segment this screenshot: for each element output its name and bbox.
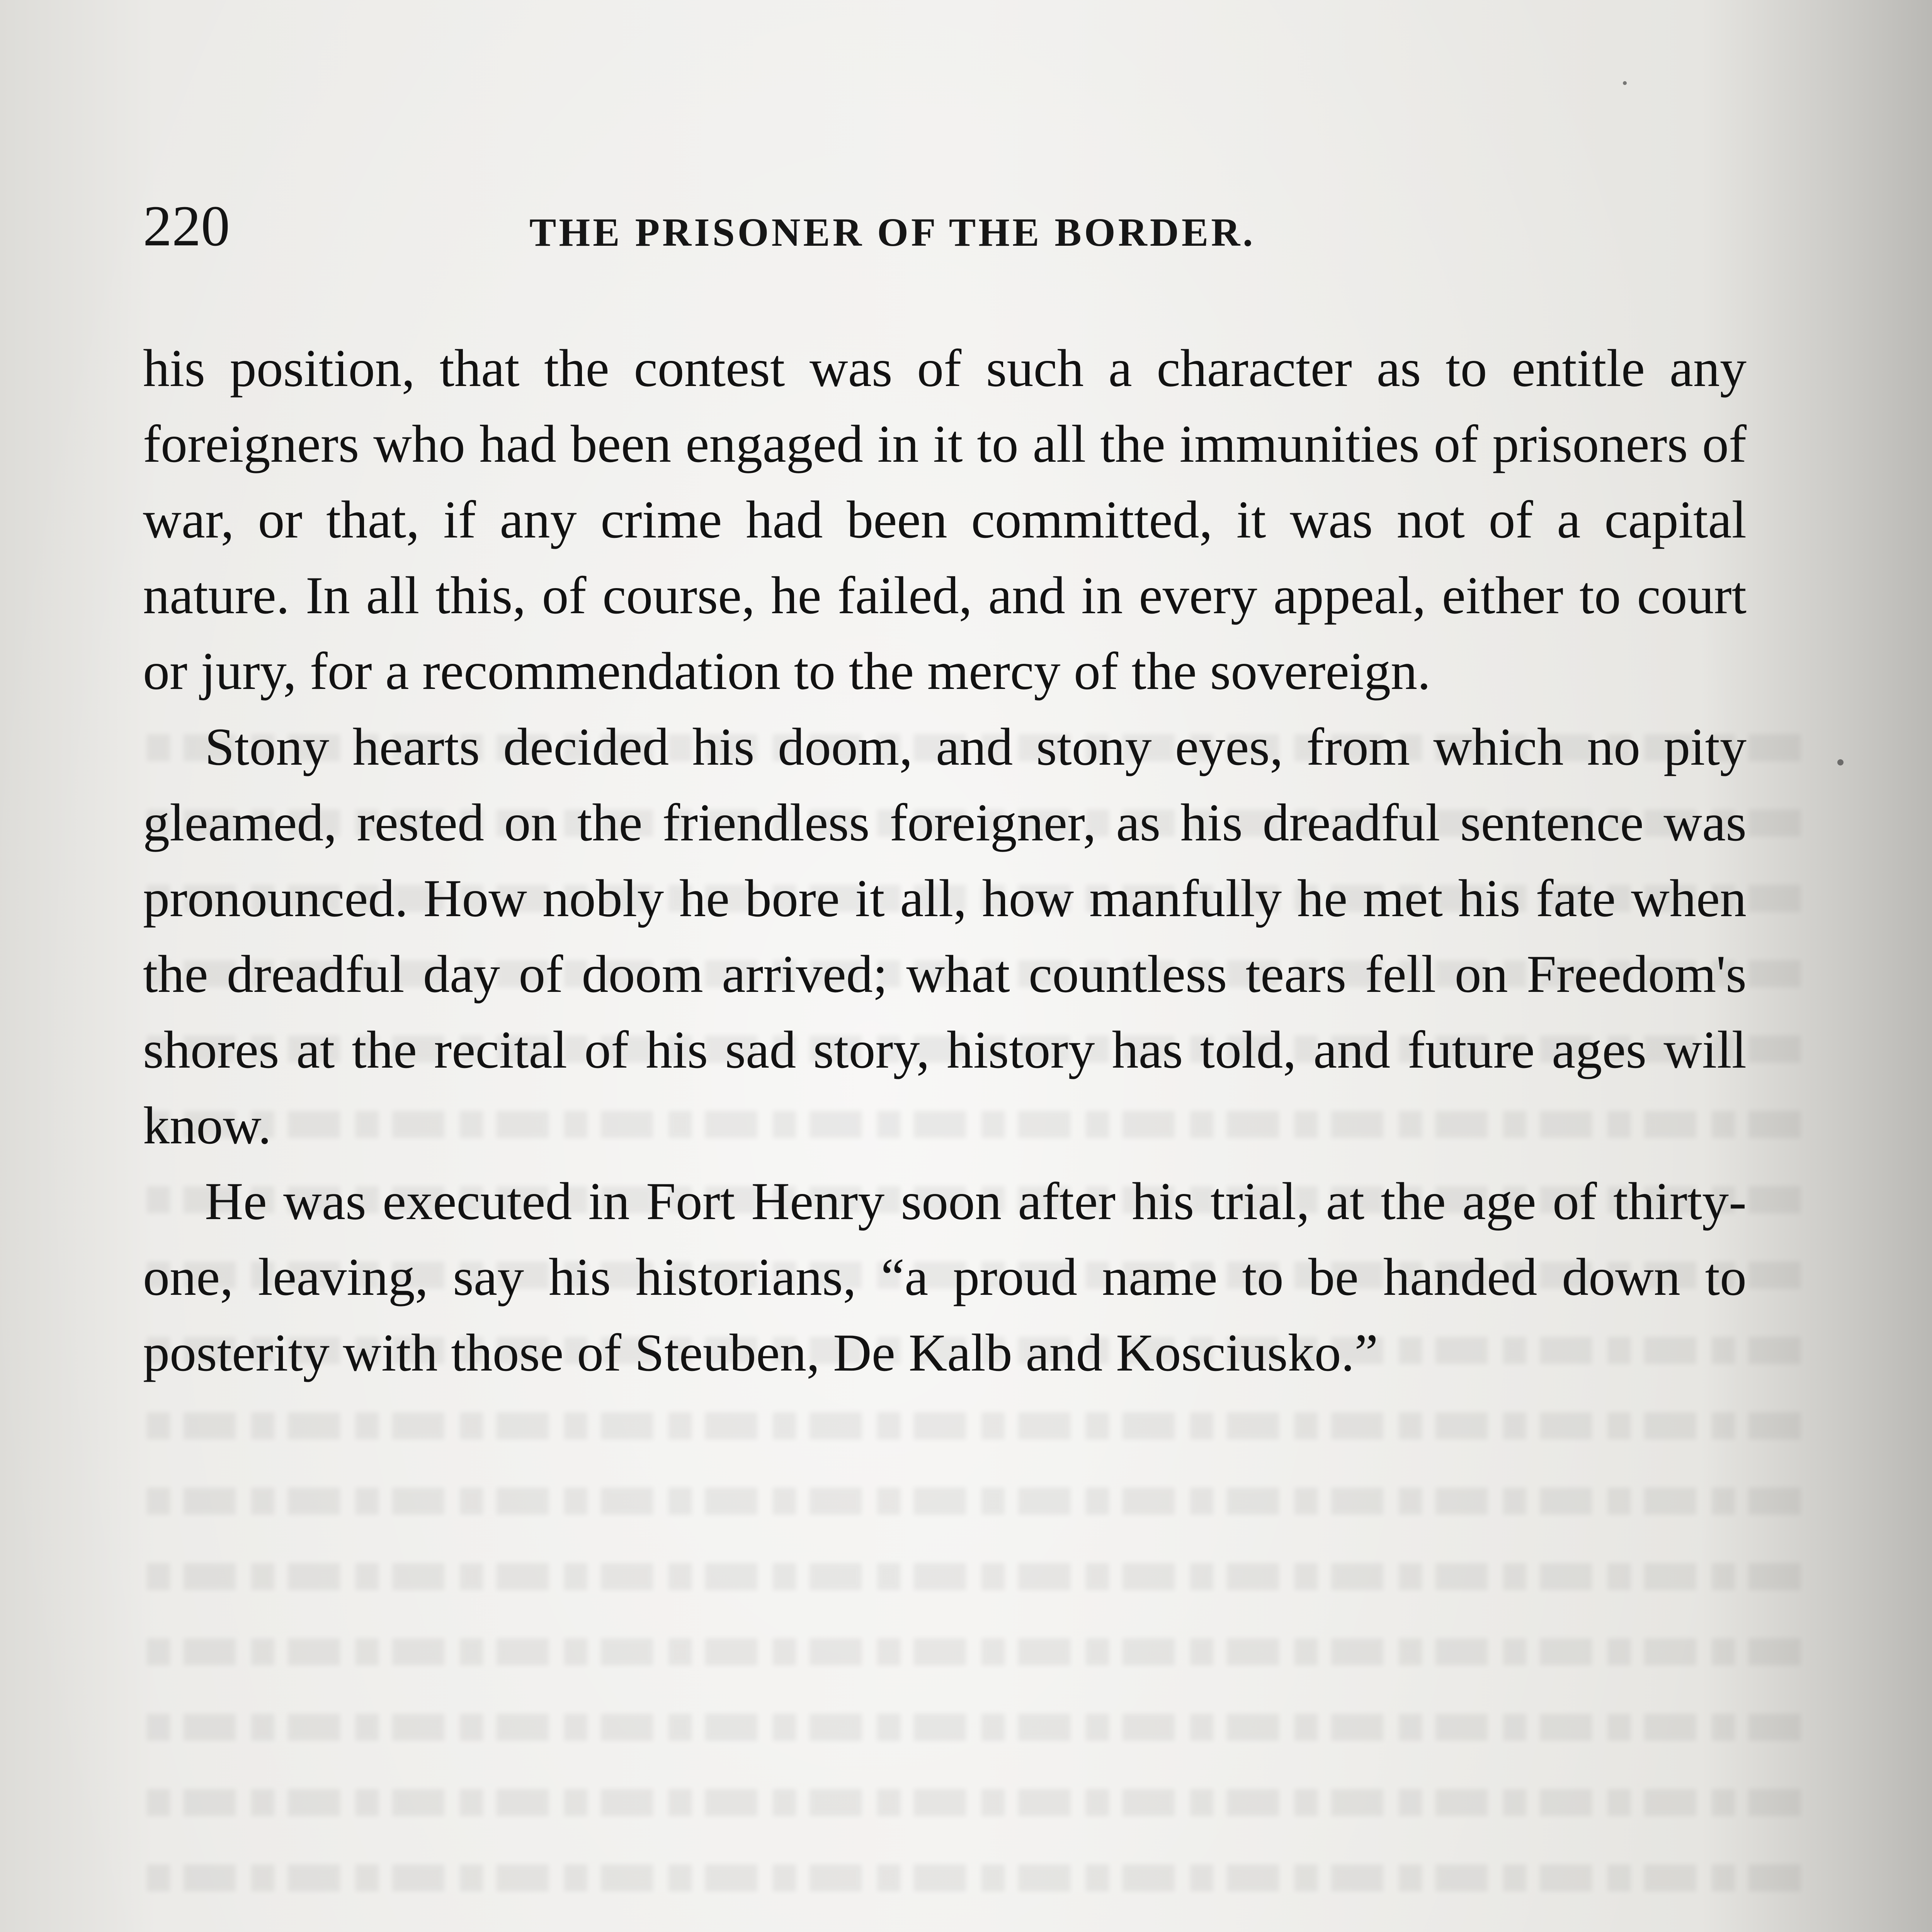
running-title: THE PRISONER OF THE BORDER. <box>529 210 1256 255</box>
page-number: 220 <box>143 194 230 258</box>
paper-speck <box>1837 759 1844 765</box>
paragraph: He was executed in Fort Henry soon after his trial, at the age of thirty-one, leaving, say his historians, “a proud name to be handed down to posterity with those of Steuben, De Kalb and Kosciusko.” <box>143 1172 1747 1382</box>
paper-speck <box>1623 81 1627 85</box>
page-header <box>143 194 1747 274</box>
body-text <box>143 330 1747 1391</box>
paragraph: Stony hearts decided his doom, and stony eyes, from which no pity gleamed, rested on the friendless foreigner, as his dreadful sentence was pronounced. How nobly he bore it all, how manfully he met his fate when the dreadful day of doom arrived; what countless tears fell on Freedom's shores at the recital of his sad story, history has told, and future ages will know. <box>143 717 1747 1155</box>
paragraph: his position, that the contest was of such a character as to entitle any foreigners who had been engaged in it to all the immunities of prisoners of war, or that, if any crime had been committed, it was not of a capital nature. In all this, of course, he failed, and in every appeal, either to court or jury, for a recommendation to the mercy of the sovereign. <box>143 338 1747 701</box>
